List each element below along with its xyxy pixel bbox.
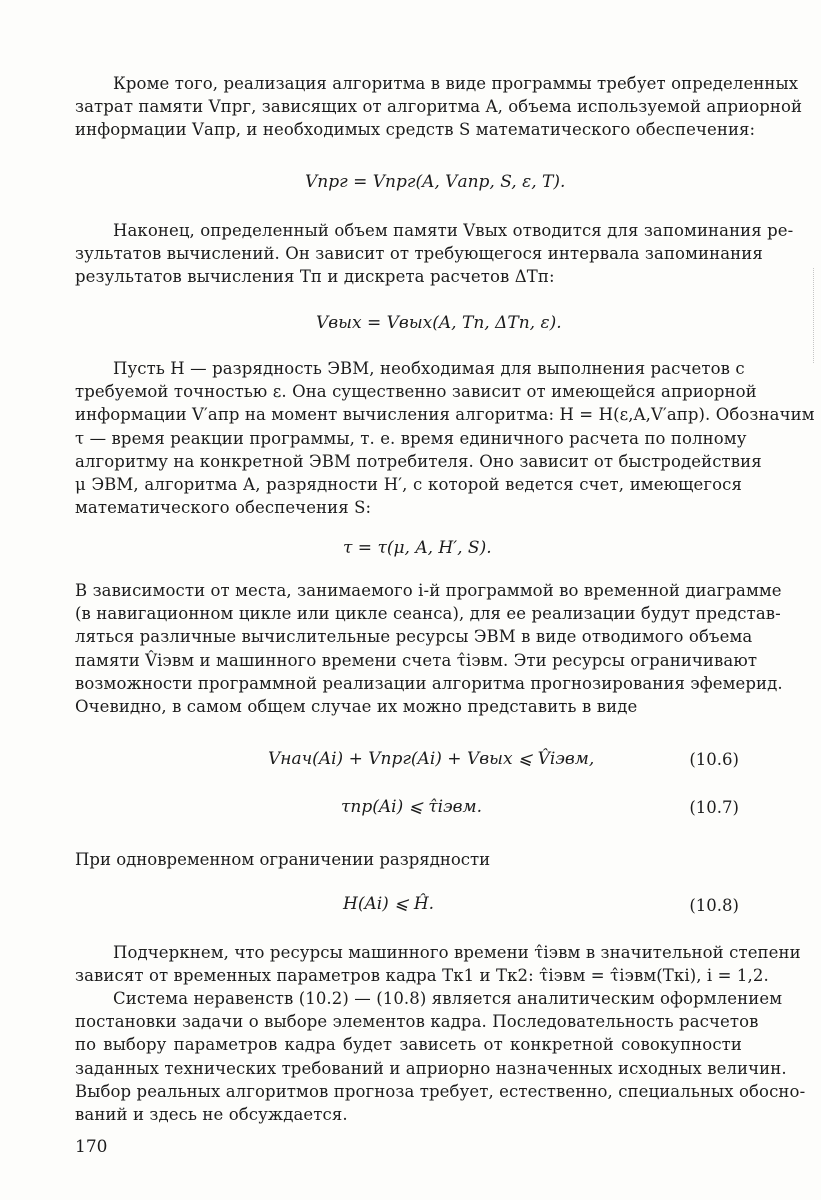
text-line: ляться различные вычислительные ресурсы ЭВМ в виде отводимого объема [75, 627, 753, 647]
text-line: затрат памяти Vпрг, зависящих от алгоритма A, объема используемой априорной [75, 97, 803, 117]
paragraph-resources [75, 579, 783, 718]
paragraph-time-resources [75, 941, 801, 987]
text-line: μ ЭВМ, алгоритма A, разрядности H′, с которой ведется счет, имеющегося [75, 475, 742, 495]
text-line: Система неравенств (10.2) — (10.8) является аналитическим оформлением [113, 989, 783, 1008]
text-line: Очевидно, в самом общем случае их можно представить в виде [75, 697, 638, 717]
text-line: информации Vапр, и необходимых средств S математического обеспечения: [75, 120, 756, 140]
text-line: алгоритму на конкретной ЭВМ потребителя. Оно зависит от быстродействия [75, 451, 762, 471]
text-line: τ — время реакции программы, т. е. время единичного расчета по полному [75, 428, 747, 448]
paragraph-memory-output [75, 219, 794, 289]
text-line: Выбор реальных алгоритмов прогноза требует, естественно, специальных обосно- [75, 1081, 806, 1101]
text-line: В зависимости от места, занимаемого i-й программой во временной диаграмме [75, 581, 782, 600]
formula-10-6: Vнач(Ai) + Vпрг(Ai) + Vвых ⩽ V̂iэвм, [268, 749, 595, 769]
formula-vvyh: Vвых = Vвых(A, Tп, ΔTп, ε). [316, 313, 562, 333]
text-line: зависят от временных параметров кадра Tк1 и Tк2: τ̂iэвм = τ̂iэвм(Tкi), i = 1,2. [75, 966, 769, 986]
text-line: ваний и здесь не обсуждается. [75, 1105, 348, 1125]
equation-number-10-6: (10.6) [689, 750, 739, 769]
paragraph-memory-program [75, 72, 803, 142]
text-line: информации V′апр на момент вычисления алгоритма: H = H(ε,A,V′апр). Обозначим [75, 405, 815, 425]
equation-number-10-7: (10.7) [689, 798, 739, 817]
text-line: постановки задачи о выборе элементов кадра. Последовательность расчетов [75, 1012, 759, 1032]
text-line: заданных технических требований и априорно назначенных исходных величин. [75, 1058, 787, 1078]
text-line: возможности программной реализации алгоритма прогнозирования эфемерид. [75, 673, 783, 693]
section-heading: При одновременном ограничении разрядности [75, 850, 491, 869]
text-line: результатов вычисления Tп и дискрета расчетов ΔTп: [75, 267, 555, 287]
text-line: зультатов вычислений. Он зависит от требующегося интервала запоминания [75, 244, 763, 264]
formula-vprg: Vпрг = Vпрг(A, Vапр, S, ε, T). [305, 172, 566, 192]
text-line: памяти V̂iэвм и машинного времени счета τ̂iэвм. Эти ресурсы ограничивают [75, 650, 758, 670]
text-line: математического обеспечения S: [75, 498, 372, 518]
paragraph-bit-width [75, 357, 815, 519]
text-line: (в навигационном цикле или цикле сеанса), для ее реализации будут представ- [75, 604, 781, 624]
equation-number-10-8: (10.8) [689, 896, 739, 915]
formula-tau: τ = τ(μ, A, H′, S). [343, 538, 492, 558]
text-line: по выбору параметров кадра будет зависеть от конкретной совокупности [75, 1035, 742, 1055]
paragraph-system-inequalities [75, 987, 806, 1126]
text-line: Наконец, определенный объем памяти Vвых отводится для запоминания ре- [113, 221, 794, 240]
formula-10-8: H(Ai) ⩽ Ĥ. [343, 894, 435, 914]
formula-10-7: τпр(Ai) ⩽ τ̂iэвм. [341, 797, 483, 817]
text-line: Пусть H — разрядность ЭВМ, необходимая для выполнения расчетов с [113, 359, 745, 378]
page-number: 170 [75, 1137, 108, 1157]
scan-margin-marks [813, 268, 817, 363]
text-line: Подчеркнем, что ресурсы машинного времени τ̂iэвм в значительной степени [113, 943, 801, 962]
text-line: требуемой точностью ε. Она существенно зависит от имеющейся априорной [75, 382, 757, 402]
text-line: Кроме того, реализация алгоритма в виде программы требует определенных [113, 74, 799, 93]
